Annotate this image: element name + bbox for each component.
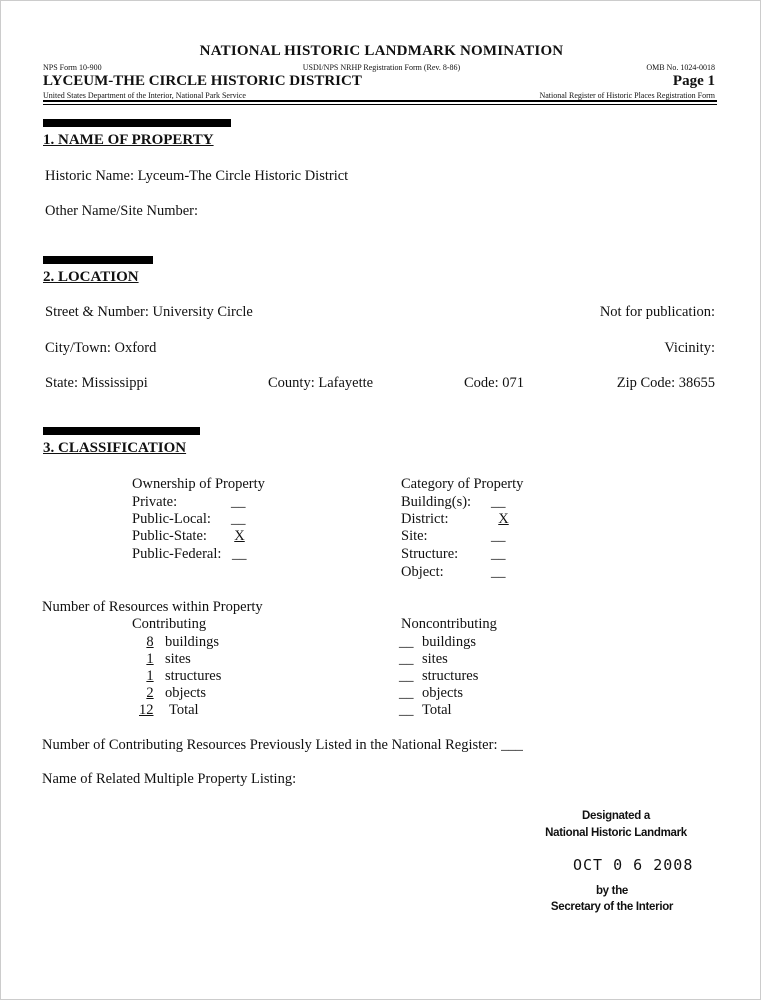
previously-listed: Number of Contributing Resources Previously Listed in the National Register: ___ <box>42 737 523 753</box>
section-2-bar <box>43 256 153 264</box>
contributing-count: 2 <box>146 685 154 701</box>
ownership-heading: Ownership of Property <box>132 476 265 492</box>
ownership-state-mark: X <box>234 528 245 544</box>
header-rule-thick <box>43 100 717 102</box>
contributing-count: 12 <box>139 702 154 718</box>
category-site-label: Site: <box>401 528 428 544</box>
contributing-label: sites <box>165 651 191 667</box>
form-revision: USDI/NPS NRHP Registration Form (Rev. 8-86) <box>302 63 461 72</box>
ownership-private-label: Private: <box>132 494 178 510</box>
register-label: National Register of Historic Places Registration Form <box>539 91 715 100</box>
ownership-federal-mark: __ <box>232 546 247 562</box>
category-heading: Category of Property <box>401 476 524 492</box>
omb-number: OMB No. 1024-0018 <box>646 63 715 72</box>
department-label: United States Department of the Interior, National Park Service <box>43 91 246 100</box>
stamp-line-4: Secretary of the Interior <box>550 901 674 913</box>
noncontributing-count: __ <box>399 702 414 718</box>
property-header-name: LYCEUM-THE CIRCLE HISTORIC DISTRICT <box>43 73 362 89</box>
section-1-bar <box>43 119 231 127</box>
category-building-mark: __ <box>491 494 506 510</box>
related-listing: Name of Related Multiple Property Listing: <box>42 771 297 787</box>
stamp-date: OCT 0 6 2008 <box>573 856 694 874</box>
section-2-title: 2. LOCATION <box>43 269 139 285</box>
other-name: Other Name/Site Number: <box>45 203 199 219</box>
page-number: Page 1 <box>672 73 715 89</box>
contributing-heading: Contributing <box>132 616 207 632</box>
category-structure-mark: __ <box>491 546 506 562</box>
noncontributing-label: structures <box>422 668 479 684</box>
zip-code: Zip Code: 38655 <box>616 375 715 391</box>
header-rule-thin <box>43 104 717 105</box>
contributing-label: structures <box>165 668 222 684</box>
category-structure-label: Structure: <box>401 546 459 562</box>
ownership-federal-label: Public-Federal: <box>132 546 222 562</box>
category-object-mark: __ <box>491 564 506 580</box>
code: Code: 071 <box>464 375 525 391</box>
noncontributing-label: Total <box>422 702 452 718</box>
form-number: NPS Form 10-900 <box>43 63 102 72</box>
noncontributing-label: buildings <box>422 634 476 650</box>
resources-heading: Number of Resources within Property <box>42 599 263 615</box>
section-3-title: 3. CLASSIFICATION <box>43 440 187 456</box>
section-1-title: 1. NAME OF PROPERTY <box>43 132 214 148</box>
contributing-count: 1 <box>146 651 154 667</box>
category-district-mark: X <box>498 511 509 527</box>
noncontributing-count: __ <box>399 685 414 701</box>
contributing-label: objects <box>165 685 207 701</box>
ownership-local-mark: __ <box>231 511 246 527</box>
category-district-label: District: <box>401 511 449 527</box>
stamp-line-2: National Historic Landmark <box>545 827 687 839</box>
historic-name: Historic Name: Lyceum-The Circle Historic District <box>45 168 349 184</box>
contributing-label: buildings <box>165 634 219 650</box>
state: State: Mississippi <box>45 375 148 391</box>
ownership-local-label: Public-Local: <box>132 511 211 527</box>
stamp-line-1: Designated a <box>582 810 650 822</box>
county: County: Lafayette <box>268 375 374 391</box>
noncontributing-label: sites <box>422 651 448 667</box>
stamp-line-3: by the <box>595 885 629 897</box>
noncontributing-count: __ <box>399 651 414 667</box>
contributing-label: Total <box>169 702 199 718</box>
section-3-bar <box>43 427 200 435</box>
contributing-count: 8 <box>146 634 154 650</box>
category-building-label: Building(s): <box>401 494 472 510</box>
category-site-mark: __ <box>491 528 506 544</box>
street-number: Street & Number: University Circle <box>45 304 253 320</box>
category-object-label: Object: <box>401 564 444 580</box>
noncontributing-label: objects <box>422 685 464 701</box>
contributing-count: 1 <box>146 668 154 684</box>
ownership-state-label: Public-State: <box>132 528 207 544</box>
ownership-private-mark: __ <box>231 494 246 510</box>
city-town: City/Town: Oxford <box>45 340 157 356</box>
noncontributing-count: __ <box>399 668 414 684</box>
noncontributing-count: __ <box>399 634 414 650</box>
form-title: NATIONAL HISTORIC LANDMARK NOMINATION <box>199 43 564 59</box>
vicinity: Vicinity: <box>664 340 715 356</box>
noncontributing-heading: Noncontributing <box>401 616 497 632</box>
not-for-publication: Not for publication: <box>599 304 715 320</box>
